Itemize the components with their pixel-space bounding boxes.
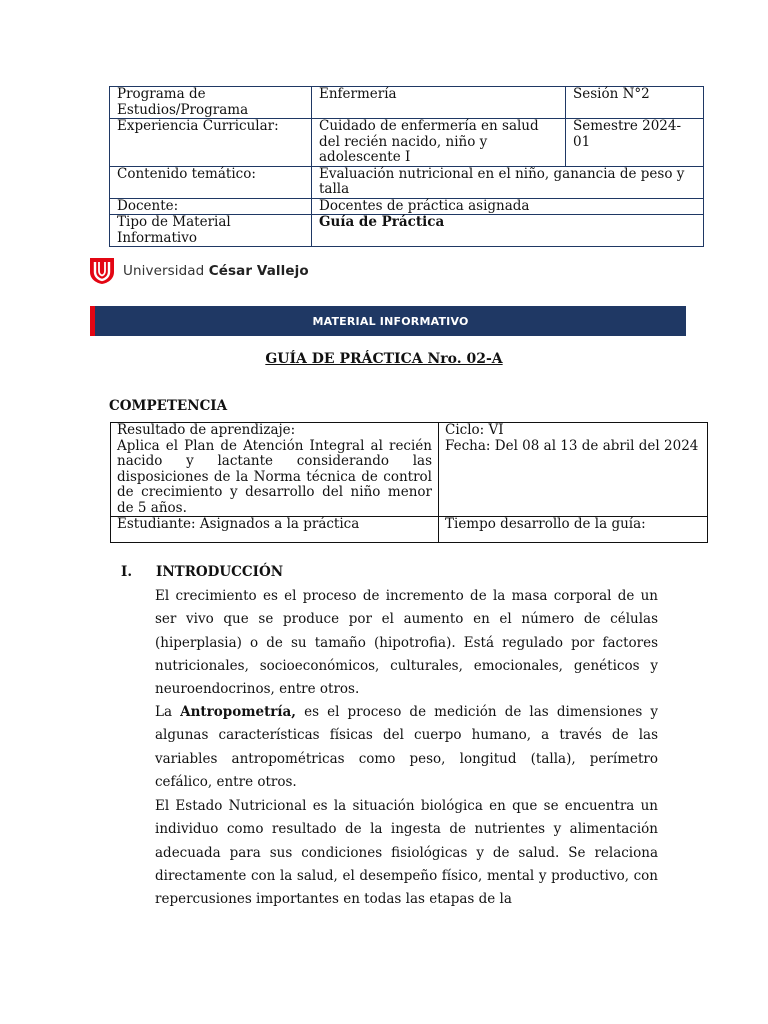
ciclo-fecha-cell: [439, 423, 708, 517]
resultado-text: Aplica el Plan de Atención Integral al recién nacido y lactante considerando las disposiciones de la Norma técnica de control de crecimiento y desarrollo del niño menor de 5 años.: [117, 437, 432, 516]
contenido-row: [110, 166, 704, 198]
semestre-value: Semestre 2024-01: [566, 119, 704, 167]
tiempo-value: Tiempo desarrollo de la guía:: [439, 517, 708, 543]
course-info-table: [109, 86, 704, 247]
contenido-value: Evaluación nutricional en el niño, ganancia de peso y talla: [312, 166, 704, 198]
intro-paragraph-2: [155, 701, 658, 794]
competencia-heading: COMPETENCIA: [109, 398, 228, 414]
competencia-table: [110, 422, 708, 543]
resultado-label: Resultado de aprendizaje:: [117, 422, 296, 438]
p2-prefix: La: [155, 704, 181, 720]
tipo-row: [110, 215, 704, 247]
resultado-row: [111, 423, 708, 517]
section-title: INTRODUCCIÓN: [156, 564, 284, 580]
university-name-regular: Universidad: [123, 263, 209, 279]
estudiante-row: [111, 517, 708, 543]
p2-bold-term: Antropometría,: [180, 704, 296, 720]
banner-label: MATERIAL INFORMATIVO: [312, 315, 469, 328]
section-number: I.: [121, 564, 133, 580]
intro-paragraph-1: El crecimiento es el proceso de incremento de la masa corporal de un ser vivo que se produce por el aumento en el número de células (hiperplasia) o de su tamaño (hipotrofia). Está regulado por factores nutricionales, socioeconómicos, culturales, emocionales, genéticos y neuroendocrinos, entre otros.: [155, 588, 658, 698]
docente-row: [110, 198, 704, 215]
experiencia-label: Experiencia Curricular:: [110, 119, 312, 167]
estudiante-value: Estudiante: Asignados a la práctica: [111, 517, 439, 543]
university-name: [123, 263, 309, 279]
intro-paragraph-3: El Estado Nutricional es la situación biológica en que se encuentra un individuo como resultado de la ingesta de nutrientes y alimentación adecuada para sus condiciones fisiológicas y de salud. Se relaciona directamente con la salud, el desempeño físico, mental y productivo, con repercusiones importantes en todas las etapas de la: [155, 798, 658, 908]
university-name-bold: César Vallejo: [208, 263, 309, 279]
docente-label: Docente:: [110, 198, 312, 215]
tipo-value: Guía de Práctica: [312, 215, 704, 247]
resultado-cell: [111, 423, 439, 517]
university-logo: [89, 256, 309, 286]
ucv-shield-icon: [89, 257, 115, 285]
programa-row: [110, 87, 704, 119]
guide-title: GUÍA DE PRÁCTICA Nro. 02-A: [265, 351, 503, 367]
fecha-value: Fecha: Del 08 al 13 de abril del 2024: [445, 437, 699, 454]
experiencia-row: [110, 119, 704, 167]
experiencia-value: Cuidado de enfermería en salud del recién nacido, niño y adolescente I: [312, 119, 566, 167]
docente-value: Docentes de práctica asignada: [312, 198, 704, 215]
sesion-value: Sesión N°2: [566, 87, 704, 119]
p2-rest: es el proceso de medición de las dimensiones y algunas características físicas del cuerpo humano, a través de las variables antropométricas como peso, longitud (talla), perímetro cefálico, entre otros.: [155, 704, 658, 790]
tipo-label: Tipo de Material Informativo: [110, 215, 312, 247]
ciclo-value: Ciclo: VI: [445, 422, 504, 438]
programa-value: Enfermería: [312, 87, 566, 119]
programa-label: Programa de Estudios/Programa: [110, 87, 312, 119]
contenido-label: Contenido temático:: [110, 166, 312, 198]
